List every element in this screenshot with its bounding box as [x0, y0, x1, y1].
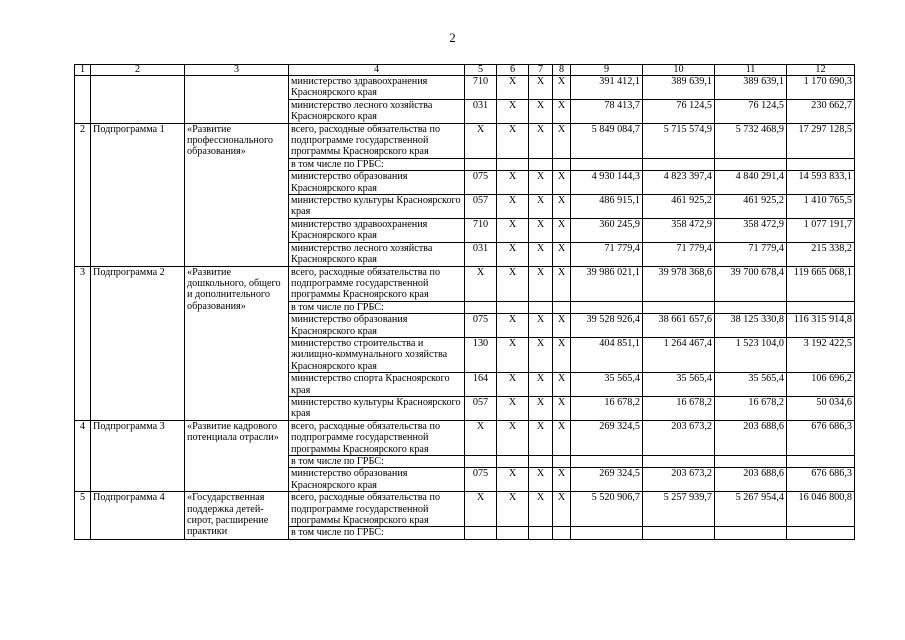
- amount-cell: 14 593 833,1: [787, 171, 855, 195]
- code-cell: X: [497, 396, 529, 420]
- code-cell: 031: [465, 99, 497, 123]
- code-cell: X: [553, 314, 571, 338]
- code-cell: X: [497, 76, 529, 100]
- code-cell: X: [465, 123, 497, 158]
- amount-cell: 39 528 926,4: [571, 314, 643, 338]
- amount-cell: 461 925,2: [643, 195, 715, 219]
- amount-cell: 16 046 800,8: [787, 492, 855, 527]
- amount-cell: 269 324,5: [571, 468, 643, 492]
- expense-description: в том числе по ГРБС:: [289, 301, 465, 313]
- code-cell: X: [529, 492, 553, 527]
- code-cell: X: [497, 218, 529, 242]
- subprogram-total-row: [75, 266, 855, 301]
- column-header: 8: [553, 65, 571, 76]
- amount-cell: 215 338,2: [787, 242, 855, 266]
- column-header: 1: [75, 65, 91, 76]
- amount-cell: 203 673,2: [643, 420, 715, 455]
- code-cell: [529, 527, 553, 539]
- amount-cell: 358 472,9: [643, 218, 715, 242]
- expense-description: министерство культуры Красноярского края: [289, 195, 465, 219]
- amount-cell: [571, 158, 643, 170]
- code-cell: 057: [465, 195, 497, 219]
- code-cell: X: [465, 492, 497, 527]
- code-cell: [465, 301, 497, 313]
- code-cell: [497, 158, 529, 170]
- amount-cell: 5 732 468,9: [715, 123, 787, 158]
- code-cell: [497, 527, 529, 539]
- amount-cell: 203 673,2: [643, 468, 715, 492]
- subprogram-label: Подпрограмма 1: [91, 123, 185, 266]
- code-cell: X: [529, 337, 553, 372]
- amount-cell: 5 257 939,7: [643, 492, 715, 527]
- amount-cell: 5 715 574,9: [643, 123, 715, 158]
- code-cell: X: [529, 123, 553, 158]
- code-cell: X: [529, 468, 553, 492]
- amount-cell: 71 779,4: [643, 242, 715, 266]
- amount-cell: 203 688,6: [715, 468, 787, 492]
- amount-cell: 360 245,9: [571, 218, 643, 242]
- code-cell: [529, 301, 553, 313]
- amount-cell: 1 264 467,4: [643, 337, 715, 372]
- amount-cell: 16 678,2: [571, 396, 643, 420]
- code-cell: 057: [465, 396, 497, 420]
- amount-cell: 38 125 330,8: [715, 314, 787, 338]
- amount-cell: [787, 301, 855, 313]
- amount-cell: 35 565,4: [571, 373, 643, 397]
- amount-cell: [643, 456, 715, 468]
- code-cell: X: [553, 99, 571, 123]
- amount-cell: [787, 527, 855, 539]
- subprogram-total-row: [75, 492, 855, 527]
- code-cell: X: [497, 420, 529, 455]
- row-number: 5: [75, 492, 91, 540]
- expense-description: министерство лесного хозяйства Красноярского края: [289, 242, 465, 266]
- code-cell: X: [553, 337, 571, 372]
- amount-cell: 4 840 291,4: [715, 171, 787, 195]
- code-cell: [553, 527, 571, 539]
- code-cell: [553, 158, 571, 170]
- amount-cell: 4 823 397,4: [643, 171, 715, 195]
- code-cell: X: [465, 420, 497, 455]
- code-cell: X: [553, 373, 571, 397]
- subprogram-label: [91, 76, 185, 124]
- code-cell: [553, 456, 571, 468]
- expense-description: министерство здравоохранения Красноярского края: [289, 76, 465, 100]
- amount-cell: [643, 527, 715, 539]
- amount-cell: 3 192 422,5: [787, 337, 855, 372]
- amount-cell: 4 930 144,3: [571, 171, 643, 195]
- amount-cell: 1 410 765,5: [787, 195, 855, 219]
- code-cell: X: [553, 123, 571, 158]
- amount-cell: 35 565,4: [715, 373, 787, 397]
- amount-cell: 358 472,9: [715, 218, 787, 242]
- amount-cell: 71 779,4: [715, 242, 787, 266]
- code-cell: [497, 301, 529, 313]
- code-cell: [529, 456, 553, 468]
- column-header: 7: [529, 65, 553, 76]
- code-cell: [465, 527, 497, 539]
- amount-cell: 230 662,7: [787, 99, 855, 123]
- code-cell: X: [497, 468, 529, 492]
- code-cell: 075: [465, 314, 497, 338]
- amount-cell: 119 665 068,1: [787, 266, 855, 301]
- code-cell: X: [529, 420, 553, 455]
- amount-cell: [715, 301, 787, 313]
- amount-cell: [643, 158, 715, 170]
- column-header: 5: [465, 65, 497, 76]
- amount-cell: [787, 456, 855, 468]
- amount-cell: 50 034,6: [787, 396, 855, 420]
- expense-description: министерство образования Красноярского края: [289, 171, 465, 195]
- amount-cell: [571, 301, 643, 313]
- code-cell: X: [553, 492, 571, 527]
- code-cell: 710: [465, 218, 497, 242]
- expense-description: всего, расходные обязательства по подпрограмме государственной программы Красноярского края: [289, 492, 465, 527]
- amount-cell: 5 849 084,7: [571, 123, 643, 158]
- code-cell: X: [529, 314, 553, 338]
- expense-description: министерство образования Красноярского края: [289, 314, 465, 338]
- code-cell: [465, 456, 497, 468]
- amount-cell: [715, 456, 787, 468]
- row-number: [75, 76, 91, 124]
- column-header: 2: [91, 65, 185, 76]
- subprogram-name: [185, 76, 289, 124]
- amount-cell: 5 520 906,7: [571, 492, 643, 527]
- amount-cell: 676 686,3: [787, 468, 855, 492]
- code-cell: [529, 158, 553, 170]
- amount-cell: 676 686,3: [787, 420, 855, 455]
- code-cell: X: [529, 195, 553, 219]
- amount-cell: 404 851,1: [571, 337, 643, 372]
- row-number: 2: [75, 123, 91, 266]
- amount-cell: 17 297 128,5: [787, 123, 855, 158]
- amount-cell: [571, 456, 643, 468]
- code-cell: X: [529, 396, 553, 420]
- code-cell: X: [553, 195, 571, 219]
- expense-description: министерство лесного хозяйства Красноярского края: [289, 99, 465, 123]
- amount-cell: 391 412,1: [571, 76, 643, 100]
- code-cell: X: [553, 218, 571, 242]
- column-header: 12: [787, 65, 855, 76]
- code-cell: X: [529, 99, 553, 123]
- subprogram-label: Подпрограмма 3: [91, 420, 185, 491]
- amount-cell: 16 678,2: [715, 396, 787, 420]
- amount-cell: [643, 301, 715, 313]
- code-cell: X: [553, 242, 571, 266]
- column-header: 3: [185, 65, 289, 76]
- amount-cell: 5 267 954,4: [715, 492, 787, 527]
- code-cell: X: [553, 76, 571, 100]
- expense-description: всего, расходные обязательства по подпрограмме государственной программы Красноярского края: [289, 123, 465, 158]
- amount-cell: 71 779,4: [571, 242, 643, 266]
- expense-description: в том числе по ГРБС:: [289, 527, 465, 539]
- expense-description: министерство культуры Красноярского края: [289, 396, 465, 420]
- subprogram-name: «Государственная поддержка детей-сирот, расширение практики: [185, 492, 289, 540]
- amount-cell: 1 523 104,0: [715, 337, 787, 372]
- amount-cell: 39 986 021,1: [571, 266, 643, 301]
- amount-cell: 1 077 191,7: [787, 218, 855, 242]
- code-cell: X: [497, 373, 529, 397]
- code-cell: X: [529, 171, 553, 195]
- column-header: 4: [289, 65, 465, 76]
- code-cell: [465, 158, 497, 170]
- code-cell: 075: [465, 171, 497, 195]
- column-header: 11: [715, 65, 787, 76]
- amount-cell: 76 124,5: [715, 99, 787, 123]
- page-number: 2: [449, 30, 456, 45]
- header-row: [75, 65, 855, 76]
- column-header: 9: [571, 65, 643, 76]
- amount-cell: 461 925,2: [715, 195, 787, 219]
- row-number: 3: [75, 266, 91, 420]
- row-number: 4: [75, 420, 91, 491]
- code-cell: 130: [465, 337, 497, 372]
- expense-description: всего, расходные обязательства по подпрограмме государственной программы Красноярского края: [289, 420, 465, 455]
- code-cell: X: [529, 76, 553, 100]
- amount-cell: 35 565,4: [643, 373, 715, 397]
- code-cell: 710: [465, 76, 497, 100]
- code-cell: X: [529, 242, 553, 266]
- amount-cell: 78 413,7: [571, 99, 643, 123]
- column-header: 6: [497, 65, 529, 76]
- code-cell: X: [553, 396, 571, 420]
- amount-cell: [787, 158, 855, 170]
- code-cell: X: [465, 266, 497, 301]
- code-cell: X: [497, 99, 529, 123]
- subprogram-total-row: [75, 420, 855, 455]
- code-cell: X: [497, 492, 529, 527]
- expense-description: министерство спорта Красноярского края: [289, 373, 465, 397]
- amount-cell: [715, 158, 787, 170]
- code-cell: 075: [465, 468, 497, 492]
- amount-cell: 39 978 368,6: [643, 266, 715, 301]
- subprogram-name: «Развитие кадрового потенциала отрасли»: [185, 420, 289, 491]
- amount-cell: 116 315 914,8: [787, 314, 855, 338]
- code-cell: 164: [465, 373, 497, 397]
- code-cell: X: [497, 242, 529, 266]
- subprogram-name: «Развитие профессионального образования»: [185, 123, 289, 266]
- budget-table: [74, 64, 855, 540]
- table-row: [75, 76, 855, 100]
- code-cell: [497, 456, 529, 468]
- expense-description: в том числе по ГРБС:: [289, 158, 465, 170]
- code-cell: X: [497, 195, 529, 219]
- code-cell: X: [553, 266, 571, 301]
- amount-cell: [571, 527, 643, 539]
- amount-cell: 389 639,1: [715, 76, 787, 100]
- amount-cell: 16 678,2: [643, 396, 715, 420]
- code-cell: X: [497, 314, 529, 338]
- expense-description: министерство образования Красноярского края: [289, 468, 465, 492]
- expense-description: всего, расходные обязательства по подпрограмме государственной программы Красноярского края: [289, 266, 465, 301]
- amount-cell: 269 324,5: [571, 420, 643, 455]
- code-cell: X: [553, 171, 571, 195]
- column-header: 10: [643, 65, 715, 76]
- code-cell: X: [529, 218, 553, 242]
- subprogram-label: Подпрограмма 4: [91, 492, 185, 540]
- code-cell: X: [529, 373, 553, 397]
- subprogram-name: «Развитие дошкольного, общего и дополнительного образования»: [185, 266, 289, 420]
- amount-cell: 389 639,1: [643, 76, 715, 100]
- amount-cell: 38 661 657,6: [643, 314, 715, 338]
- code-cell: 031: [465, 242, 497, 266]
- code-cell: X: [497, 266, 529, 301]
- amount-cell: 486 915,1: [571, 195, 643, 219]
- code-cell: X: [553, 468, 571, 492]
- amount-cell: 1 170 690,3: [787, 76, 855, 100]
- amount-cell: 39 700 678,4: [715, 266, 787, 301]
- code-cell: X: [529, 266, 553, 301]
- code-cell: [553, 301, 571, 313]
- code-cell: X: [553, 420, 571, 455]
- expense-description: министерство здравоохранения Красноярского края: [289, 218, 465, 242]
- subprogram-total-row: [75, 123, 855, 158]
- subprogram-label: Подпрограмма 2: [91, 266, 185, 420]
- amount-cell: 203 688,6: [715, 420, 787, 455]
- amount-cell: 76 124,5: [643, 99, 715, 123]
- code-cell: X: [497, 123, 529, 158]
- code-cell: X: [497, 337, 529, 372]
- amount-cell: 106 696,2: [787, 373, 855, 397]
- code-cell: X: [497, 171, 529, 195]
- amount-cell: [715, 527, 787, 539]
- expense-description: в том числе по ГРБС:: [289, 456, 465, 468]
- expense-description: министерство строительства и жилищно-коммунального хозяйства Красноярского края: [289, 337, 465, 372]
